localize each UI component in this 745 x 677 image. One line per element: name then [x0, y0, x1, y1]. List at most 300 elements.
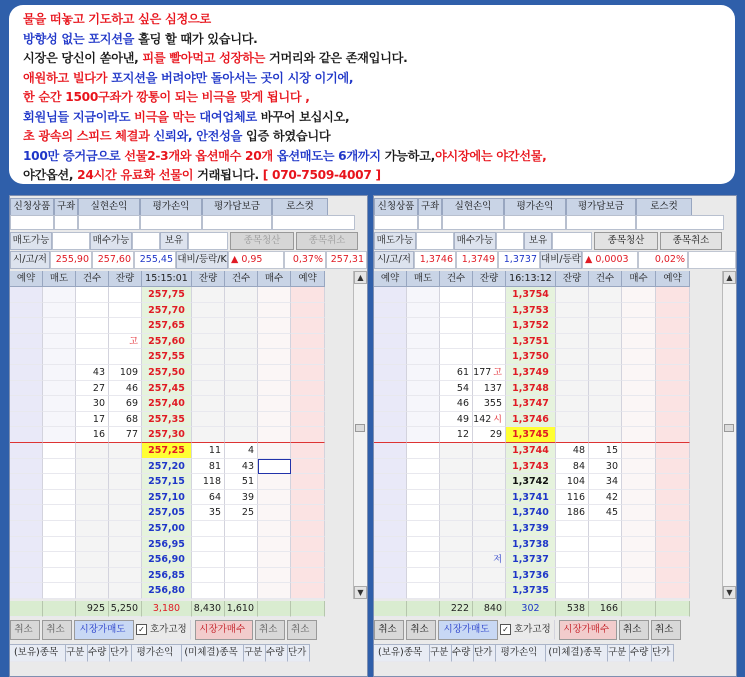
scroll-down-icon[interactable]: ▼ — [354, 586, 367, 599]
scroll-up-icon[interactable]: ▲ — [723, 271, 736, 284]
sell-order-cell[interactable] — [407, 365, 440, 381]
sell-order-cell[interactable] — [43, 490, 76, 506]
orderbook-row — [374, 396, 690, 412]
reserve-buy-cell[interactable] — [656, 334, 690, 350]
sell-order-cell[interactable] — [43, 459, 76, 475]
availability-label: 매수가능 — [90, 232, 132, 250]
sell-order-cell[interactable] — [407, 334, 440, 350]
sell-order-cell[interactable] — [407, 583, 440, 599]
price-cell: 1,3741 — [506, 490, 556, 506]
sell-order-cell[interactable] — [407, 349, 440, 365]
reserve-buy-cell[interactable] — [291, 427, 325, 443]
reserve-buy-cell[interactable] — [656, 396, 690, 412]
orderbook-row — [10, 396, 325, 412]
reserve-sell-cell[interactable] — [10, 334, 43, 350]
sell-order-cell[interactable] — [43, 303, 76, 319]
price-cell: 257,05 — [142, 505, 192, 521]
reserve-sell-cell[interactable] — [10, 303, 43, 319]
buy-order-cell[interactable] — [258, 521, 291, 537]
availability-label: 매수가능 — [454, 232, 496, 250]
sell-qty-cell — [109, 334, 142, 350]
reserve-buy-cell[interactable] — [656, 474, 690, 490]
total-sc: 222 — [440, 601, 473, 617]
position-column-header: 단가 — [288, 644, 310, 662]
reserve-buy-cell[interactable] — [291, 568, 325, 584]
sell-qty-cell — [109, 303, 142, 319]
market-buy-button[interactable]: 시장가매수 — [195, 620, 253, 640]
sell-qty-cell — [473, 349, 506, 365]
buy-order-cell[interactable] — [622, 427, 656, 443]
header-label: 평가담보금 — [566, 198, 636, 216]
scroll-thumb[interactable] — [355, 424, 365, 432]
sell-order-cell[interactable] — [43, 334, 76, 350]
sell-order-cell[interactable] — [407, 427, 440, 443]
orderbook-scrollbar[interactable] — [722, 271, 736, 599]
position-column-header: 단가 — [110, 644, 132, 662]
buy-order-cell[interactable] — [622, 381, 656, 397]
column-header: 예약 — [374, 271, 407, 287]
buy-order-cell[interactable] — [622, 365, 656, 381]
reserve-buy-cell[interactable] — [656, 505, 690, 521]
price-cell: 1,3745 — [506, 427, 556, 443]
price-cell: 257,75 — [142, 287, 192, 303]
total-sq: 840 — [473, 601, 506, 617]
reserve-sell-cell[interactable] — [374, 521, 407, 537]
liquidate-button[interactable]: 종목청산 — [230, 232, 294, 250]
buy-order-cell[interactable] — [258, 443, 291, 459]
buy-qty-cell — [192, 318, 225, 334]
reserve-sell-cell[interactable] — [374, 318, 407, 334]
buy-order-cell[interactable] — [258, 459, 291, 475]
reserve-sell-cell[interactable] — [10, 381, 43, 397]
sell-order-cell[interactable] — [43, 287, 76, 303]
price-cell: 1,3747 — [506, 396, 556, 412]
sell-order-cell[interactable] — [407, 568, 440, 584]
buy-order-cell[interactable] — [622, 568, 656, 584]
summary-value: 257,60 — [92, 251, 134, 269]
sell-order-cell[interactable] — [407, 318, 440, 334]
reserve-sell-cell[interactable] — [374, 412, 407, 428]
totals-row — [374, 601, 690, 617]
checkbox-icon[interactable]: ✓ — [136, 624, 147, 635]
reserve-buy-cell[interactable] — [656, 287, 690, 303]
orderbook-row — [374, 552, 690, 568]
reserve-sell-cell[interactable] — [10, 490, 43, 506]
cancel-buy-button[interactable]: 취소 — [619, 620, 649, 640]
cancel-sell-button[interactable]: 취소 — [406, 620, 436, 640]
buy-qty-cell: 48 — [556, 443, 589, 459]
price-cell: 1,3746 — [506, 412, 556, 428]
buy-order-cell[interactable] — [622, 287, 656, 303]
account-values-row — [10, 215, 367, 230]
total-empty — [374, 601, 407, 617]
buy-order-cell[interactable] — [258, 474, 291, 490]
reserve-sell-cell[interactable] — [10, 427, 43, 443]
buy-count-cell — [225, 537, 258, 553]
action-buttons-row — [10, 620, 325, 640]
sell-count-cell: 54 — [440, 381, 473, 397]
sell-count-cell — [440, 474, 473, 490]
buy-count-cell — [225, 349, 258, 365]
total-empty — [622, 601, 656, 617]
cancel-sell-reserve-button[interactable]: 취소 — [10, 620, 40, 640]
sell-order-cell[interactable] — [43, 427, 76, 443]
orderbook-row — [10, 365, 325, 381]
reserve-sell-cell[interactable] — [374, 427, 407, 443]
reserve-buy-cell[interactable] — [291, 365, 325, 381]
reserve-buy-cell[interactable] — [656, 521, 690, 537]
reserve-sell-cell[interactable] — [374, 537, 407, 553]
sell-order-cell[interactable] — [407, 474, 440, 490]
buy-order-cell[interactable] — [622, 521, 656, 537]
orderbook-scrollbar[interactable] — [353, 271, 367, 599]
buy-order-cell[interactable] — [258, 552, 291, 568]
sell-order-cell[interactable] — [407, 443, 440, 459]
sell-count-cell: 17 — [76, 412, 109, 428]
buy-qty-cell — [192, 521, 225, 537]
buy-order-cell[interactable] — [622, 490, 656, 506]
account-value — [442, 215, 504, 230]
buy-order-cell[interactable] — [258, 583, 291, 599]
reserve-buy-cell[interactable] — [656, 427, 690, 443]
sell-order-cell[interactable] — [43, 552, 76, 568]
scroll-thumb[interactable] — [724, 424, 734, 432]
buy-order-cell[interactable] — [622, 459, 656, 475]
k-value — [688, 251, 736, 269]
sell-count-cell: 43 — [76, 365, 109, 381]
reserve-sell-cell[interactable] — [10, 521, 43, 537]
buy-count-cell — [225, 521, 258, 537]
buy-order-cell[interactable] — [622, 349, 656, 365]
holding-field[interactable] — [188, 232, 228, 250]
reserve-buy-cell[interactable] — [291, 381, 325, 397]
buy-order-cell[interactable] — [258, 365, 291, 381]
buy-order-cell[interactable] — [622, 412, 656, 428]
buy-count-cell: 51 — [225, 474, 258, 490]
sell-order-cell[interactable] — [43, 365, 76, 381]
cancel-sell-button[interactable]: 취소 — [42, 620, 72, 640]
buy-order-cell[interactable] — [258, 568, 291, 584]
position-column-header: 구분 — [244, 644, 266, 662]
sell-count-cell — [440, 303, 473, 319]
sell-order-cell[interactable] — [407, 303, 440, 319]
reserve-sell-cell[interactable] — [374, 334, 407, 350]
sell-order-cell[interactable] — [407, 505, 440, 521]
sell-count-cell — [440, 490, 473, 506]
sell-qty-cell — [473, 505, 506, 521]
reserve-sell-cell[interactable] — [374, 287, 407, 303]
reserve-sell-cell[interactable] — [374, 443, 407, 459]
buy-order-cell[interactable] — [258, 303, 291, 319]
buy-qty-cell — [192, 334, 225, 350]
change-label: 대비/등락/K — [176, 251, 228, 269]
orderbook-row — [10, 568, 325, 584]
orderbook-row — [374, 287, 690, 303]
buy-qty-cell: 186 — [556, 505, 589, 521]
banner-text: [ 070-7509-4007 ] — [262, 168, 381, 182]
sell-order-cell[interactable] — [407, 396, 440, 412]
total-empty — [656, 601, 690, 617]
buy-order-cell[interactable] — [622, 583, 656, 599]
fix-quote-checkbox[interactable] — [500, 620, 555, 640]
availability-label: 보유 — [524, 232, 552, 250]
market-buy-button[interactable]: 시장가매수 — [559, 620, 617, 640]
buy-order-cell[interactable] — [258, 490, 291, 506]
reserve-buy-cell[interactable] — [291, 318, 325, 334]
reserve-sell-cell[interactable] — [374, 396, 407, 412]
column-header: 건수 — [440, 271, 473, 287]
price-cell: 256,90 — [142, 552, 192, 568]
position-column-header: 수량 — [266, 644, 288, 662]
buy-count-cell — [225, 396, 258, 412]
buy-order-cell[interactable] — [258, 287, 291, 303]
cancel-buy-reserve-button[interactable]: 취소 — [287, 620, 317, 640]
buy-available-field[interactable] — [496, 232, 524, 250]
banner-text: 방향성 없는 포지션을 — [23, 31, 139, 46]
sell-order-cell[interactable] — [407, 459, 440, 475]
buy-order-cell[interactable] — [622, 537, 656, 553]
reserve-buy-cell[interactable] — [656, 412, 690, 428]
sell-available-field[interactable] — [52, 232, 90, 250]
liquidate-button[interactable]: 종목청산 — [594, 232, 658, 250]
reserve-buy-cell[interactable] — [656, 537, 690, 553]
sell-count-cell — [76, 521, 109, 537]
reserve-buy-cell[interactable] — [656, 381, 690, 397]
sell-count-cell — [440, 521, 473, 537]
reserve-sell-cell[interactable] — [374, 474, 407, 490]
reserve-buy-cell[interactable] — [656, 459, 690, 475]
sell-qty-cell — [473, 412, 506, 428]
reserve-sell-cell[interactable] — [374, 381, 407, 397]
banner-text: 거래됩니다. — [197, 168, 263, 182]
column-header: 매수 — [258, 271, 291, 287]
scroll-up-icon[interactable]: ▲ — [354, 271, 367, 284]
orderbook-row — [374, 365, 690, 381]
price-cell: 257,15 — [142, 474, 192, 490]
reserve-sell-cell[interactable] — [10, 412, 43, 428]
reserve-buy-cell[interactable] — [291, 537, 325, 553]
price-cell: 257,35 — [142, 412, 192, 428]
sell-order-cell[interactable] — [43, 412, 76, 428]
reserve-buy-cell[interactable] — [291, 412, 325, 428]
sell-order-cell[interactable] — [43, 443, 76, 459]
price-marker: 시 — [493, 414, 502, 425]
reserve-buy-cell[interactable] — [291, 505, 325, 521]
reserve-sell-cell[interactable] — [10, 443, 43, 459]
account-header-row — [374, 198, 736, 216]
buy-qty-cell — [556, 365, 589, 381]
total-empty — [407, 601, 440, 617]
sell-count-cell — [440, 459, 473, 475]
buy-order-cell[interactable] — [258, 396, 291, 412]
sell-count-cell — [440, 318, 473, 334]
reserve-sell-cell[interactable] — [374, 459, 407, 475]
sell-order-cell[interactable] — [43, 521, 76, 537]
sell-order-cell[interactable] — [43, 537, 76, 553]
reserve-sell-cell[interactable] — [374, 490, 407, 506]
market-sell-button[interactable]: 시장가매도 — [74, 620, 134, 640]
reserve-buy-cell[interactable] — [291, 349, 325, 365]
column-header: 매수 — [622, 271, 656, 287]
market-sell-button[interactable]: 시장가매도 — [438, 620, 498, 640]
buy-qty-cell — [556, 303, 589, 319]
header-label: 평가담보금 — [202, 198, 272, 216]
sell-order-cell[interactable] — [407, 381, 440, 397]
sell-qty-cell — [109, 568, 142, 584]
position-column-header: 수량 — [88, 644, 110, 662]
price-cell: 1,3751 — [506, 334, 556, 350]
sell-qty-cell: 29 — [473, 427, 506, 443]
buy-qty-cell — [556, 287, 589, 303]
buy-available-field[interactable] — [132, 232, 160, 250]
reserve-buy-cell[interactable] — [291, 459, 325, 475]
reserve-sell-cell[interactable] — [10, 459, 43, 475]
sell-count-cell: 16 — [76, 427, 109, 443]
orderbook-row — [10, 318, 325, 334]
order-panel-right — [373, 195, 737, 677]
reserve-buy-cell[interactable] — [291, 443, 325, 459]
reserve-sell-cell[interactable] — [10, 349, 43, 365]
banner-text: 물을 떠놓고 기도하고 싶은 심정으로 — [23, 12, 211, 26]
cancel-item-button[interactable]: 종목취소 — [296, 232, 358, 250]
buy-qty-cell — [556, 412, 589, 428]
buy-order-cell[interactable] — [622, 443, 656, 459]
sell-order-cell[interactable] — [43, 583, 76, 599]
reserve-buy-cell[interactable] — [291, 303, 325, 319]
sell-available-field[interactable] — [416, 232, 454, 250]
sell-count-cell — [76, 552, 109, 568]
reserve-buy-cell[interactable] — [656, 303, 690, 319]
sell-order-cell[interactable] — [407, 537, 440, 553]
checkbox-icon[interactable]: ✓ — [500, 624, 511, 635]
reserve-buy-cell[interactable] — [291, 521, 325, 537]
change-value: ▲ 0,0003 — [582, 251, 638, 269]
column-header: 잔량 — [109, 271, 142, 287]
sell-order-cell[interactable] — [407, 521, 440, 537]
sell-count-cell — [440, 287, 473, 303]
account-value — [636, 215, 724, 230]
sell-order-cell[interactable] — [43, 318, 76, 334]
reserve-buy-cell[interactable] — [656, 583, 690, 599]
reserve-sell-cell[interactable] — [10, 537, 43, 553]
reserve-sell-cell[interactable] — [10, 552, 43, 568]
buy-order-cell[interactable] — [258, 381, 291, 397]
sell-order-cell[interactable] — [43, 396, 76, 412]
reserve-sell-cell[interactable] — [374, 583, 407, 599]
reserve-buy-cell[interactable] — [656, 443, 690, 459]
reserve-buy-cell[interactable] — [291, 552, 325, 568]
buy-order-cell[interactable] — [258, 427, 291, 443]
reserve-buy-cell[interactable] — [656, 552, 690, 568]
buy-order-cell[interactable] — [622, 552, 656, 568]
cancel-buy-reserve-button[interactable]: 취소 — [651, 620, 681, 640]
reserve-sell-cell[interactable] — [10, 318, 43, 334]
reserve-sell-cell[interactable] — [10, 396, 43, 412]
reserve-sell-cell[interactable] — [374, 568, 407, 584]
buy-order-cell[interactable] — [622, 318, 656, 334]
sell-order-cell[interactable] — [407, 412, 440, 428]
sell-order-cell[interactable] — [43, 568, 76, 584]
buy-order-cell[interactable] — [258, 537, 291, 553]
reserve-sell-cell[interactable] — [374, 505, 407, 521]
reserve-buy-cell[interactable] — [291, 474, 325, 490]
reserve-buy-cell[interactable] — [656, 490, 690, 506]
position-header-row — [374, 644, 690, 662]
scroll-down-icon[interactable]: ▼ — [723, 586, 736, 599]
buy-order-cell[interactable] — [258, 334, 291, 350]
orderbook-row — [374, 459, 690, 475]
sell-order-cell[interactable] — [43, 381, 76, 397]
sell-order-cell[interactable] — [407, 552, 440, 568]
reserve-sell-cell[interactable] — [10, 583, 43, 599]
reserve-sell-cell[interactable] — [374, 552, 407, 568]
fix-quote-label: 호가고정 — [514, 623, 551, 635]
reserve-buy-cell[interactable] — [656, 318, 690, 334]
sell-qty-cell — [473, 583, 506, 599]
sell-order-cell[interactable] — [407, 287, 440, 303]
reserve-sell-cell[interactable] — [10, 568, 43, 584]
reserve-sell-cell[interactable] — [10, 365, 43, 381]
fix-quote-checkbox[interactable] — [136, 620, 191, 640]
cancel-buy-button[interactable]: 취소 — [255, 620, 285, 640]
sell-count-cell — [76, 334, 109, 350]
sell-order-cell[interactable] — [43, 349, 76, 365]
buy-order-cell[interactable] — [622, 505, 656, 521]
reserve-buy-cell[interactable] — [291, 396, 325, 412]
buy-count-cell — [225, 365, 258, 381]
buy-count-cell — [225, 287, 258, 303]
reserve-buy-cell[interactable] — [656, 568, 690, 584]
total-empty — [43, 601, 76, 617]
banner-text: 바꾸어 보십시오, — [260, 109, 350, 124]
cancel-sell-reserve-button[interactable]: 취소 — [374, 620, 404, 640]
buy-order-cell[interactable] — [622, 334, 656, 350]
buy-order-cell[interactable] — [258, 349, 291, 365]
reserve-sell-cell[interactable] — [10, 287, 43, 303]
buy-order-cell[interactable] — [258, 505, 291, 521]
orderbook-grid — [10, 287, 325, 662]
buy-order-cell[interactable] — [622, 396, 656, 412]
sell-order-cell[interactable] — [407, 490, 440, 506]
reserve-sell-cell[interactable] — [10, 505, 43, 521]
buy-qty-cell — [556, 381, 589, 397]
buy-order-cell[interactable] — [622, 303, 656, 319]
position-column-header: 수량 — [452, 644, 474, 662]
buy-order-cell[interactable] — [258, 318, 291, 334]
reserve-sell-cell[interactable] — [374, 303, 407, 319]
reserve-sell-cell[interactable] — [374, 349, 407, 365]
reserve-sell-cell[interactable] — [10, 474, 43, 490]
reserve-sell-cell[interactable] — [374, 365, 407, 381]
reserve-buy-cell[interactable] — [291, 583, 325, 599]
reserve-buy-cell[interactable] — [291, 490, 325, 506]
reserve-buy-cell[interactable] — [656, 349, 690, 365]
sell-order-cell[interactable] — [43, 474, 76, 490]
sell-order-cell[interactable] — [43, 505, 76, 521]
buy-order-cell[interactable] — [622, 474, 656, 490]
buy-qty-cell: 116 — [556, 490, 589, 506]
buy-order-cell[interactable] — [258, 412, 291, 428]
reserve-buy-cell[interactable] — [291, 287, 325, 303]
holding-field[interactable] — [552, 232, 592, 250]
buy-count-cell: 4 — [225, 443, 258, 459]
orderbook-row — [10, 521, 325, 537]
reserve-buy-cell[interactable] — [656, 365, 690, 381]
cancel-item-button[interactable]: 종목취소 — [660, 232, 722, 250]
reserve-buy-cell[interactable] — [291, 334, 325, 350]
action-buttons-row — [374, 620, 690, 640]
price-cell: 1,3750 — [506, 349, 556, 365]
